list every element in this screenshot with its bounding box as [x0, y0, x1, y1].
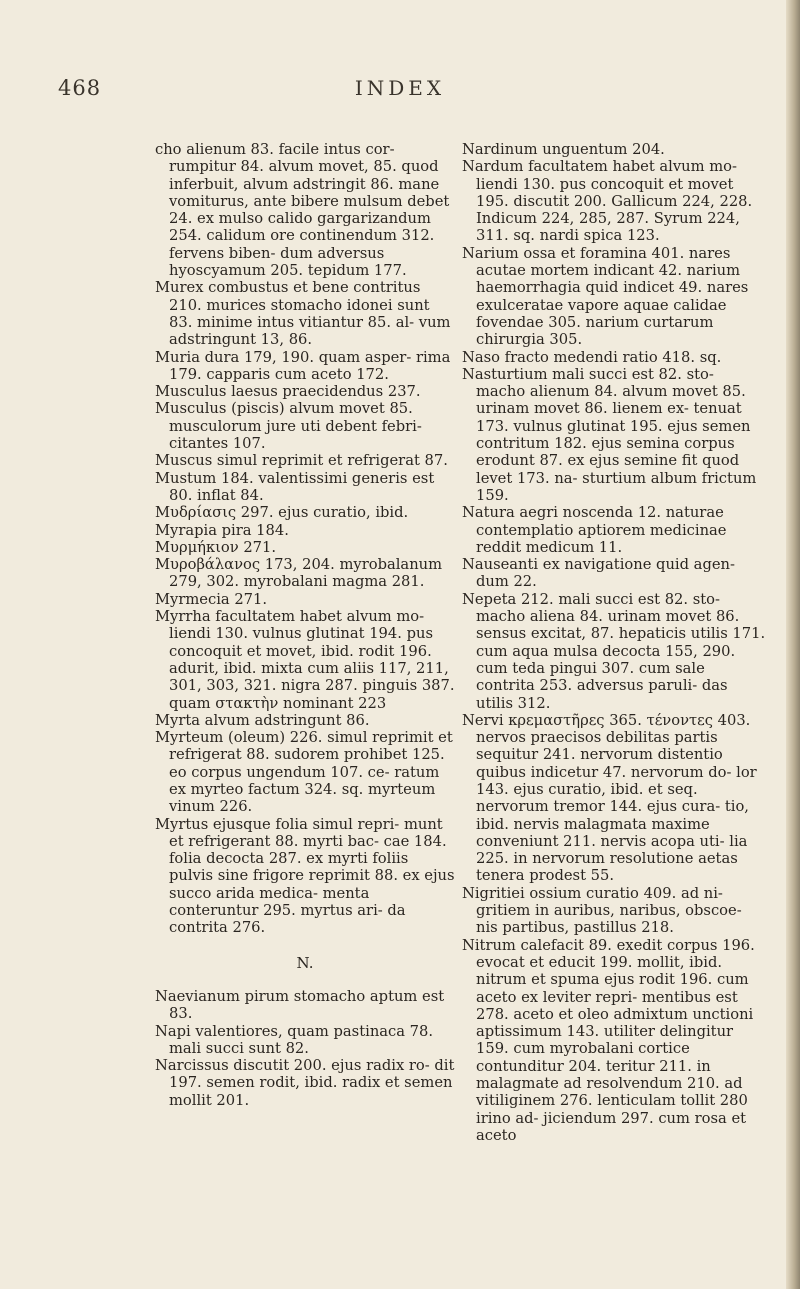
index-entry: Myrta alvum adstringunt 86.	[155, 711, 370, 729]
index-entry: Natura aegri noscenda 12. naturae contemplatio aptiorem medicinae reddit medicum 11.	[462, 504, 727, 556]
page-edge	[786, 0, 800, 1289]
index-entry: Μυδρίασις 297. ejus curatio, ibid.	[155, 504, 409, 522]
running-title: INDEX	[354, 76, 446, 100]
index-entry: Nasturtium mali succi est 82. sto- macho alienum 84. alvum movet 85. urinam movet 86. lienem ex- tenuat 173. vulnus glutinat 195. ejus semen contritum 182. ejus semina corpus erodunt 87. ex ejus semine fit quod levet 173. na- sturtium album frictum 159.	[462, 365, 757, 504]
page-number: 468	[58, 76, 102, 100]
index-entry: Nardinum unguentum 204.	[462, 141, 665, 158]
section-letter: N.	[296, 953, 314, 972]
index-entry: Nardum facultatem habet alvum mo- liendi 130. pus concoquit et movet 195. discutit 200. Gallicum 224, 228. Indicum 224, 285, 287. Syrum 224, 311. sq. nardi spica 123.	[462, 158, 753, 245]
index-entry: Mustum 184. valentissimi generis est 80. inflat 84.	[155, 469, 435, 504]
left-column	[155, 141, 455, 1109]
right-column	[462, 141, 767, 1144]
index-entry: Nauseanti ex navigatione quid agen- dum 22.	[462, 556, 735, 591]
index-entry: Murex combustus et bene contritus 210. murices stomacho idonei sunt 83. minime intus vitiantur 85. al- vum adstringunt 13, 86.	[155, 279, 451, 349]
index-entry: Myrtus ejusque folia simul repri- munt et refrigerant 88. myrti bac- cae 184. folia decocta 287. ex myrti foliis pulvis sine frigore reprimit 88. ex ejus succo arida medica- menta conteruntur 295. myrtus ari- da contrita 276.	[155, 815, 455, 937]
index-entry: Narium ossa et foramina 401. nares acutae mortem indicant 42. narium haemorrhagia quid indicet 49. nares exulceratae vapore aquae calidae fovendae 305. narium curtarum chirurgia 305.	[462, 244, 749, 349]
index-entry: Muria dura 179, 190. quam asper- rima 179. capparis cum aceto 172.	[155, 348, 451, 383]
index-entry: Myrteum (oleum) 226. simul reprimit et refrigerat 88. sudorem prohibet 125. eo corpus ungendum 107. ce- ratum ex myrteo factum 324. sq. myrteum vinum 226.	[155, 729, 453, 816]
index-entry: Μυρμήκιον 271.	[155, 538, 277, 556]
index-entry: Nitrum calefacit 89. exedit corpus 196. evocat et educit 199. mollit, ibid. nitrum et spuma ejus rodit 196. cum aceto ex leviter repri- mentibus est 278. aceto et oleo admixtum unctioni aptissimum 143. utiliter delingitur 159. cum myrobalani cortice contunditur 204. teritur 211. in malagmate ad resolvendum 210. ad vitiliginem 276. lenticulam tollit 280 irino ad- jiciendum 297. cum rosa et aceto	[462, 936, 755, 1144]
index-entry: cho alienum 83. facile intus cor- rumpitur 84. alvum movet, 85. quod inferbuit, alvum adstringit 86. mane vomiturus, ante bibere mulsum debet 24. ex mulso calido gargarizandum 254. calidum ore continendum 312. fervens biben- dum adversus hyoscyamum 205. tepidum 177.	[155, 141, 450, 280]
index-entry: Nepeta 212. mali succi est 82. sto- macho aliena 84. urinam movet 86. sensus excitat, 87. hepaticis utilis 171. cum aqua mulsa decocta 155, 290. cum teda pingui 307. cum sale contrita 253. adversus paruli- das utilis 312.	[462, 590, 766, 712]
index-entry: Μυροβάλανος 173, 204. myrobalanum 279, 302. myrobalani magma 281.	[155, 556, 443, 591]
index-entry: Naevianum pirum stomacho aptum est 83.	[155, 987, 445, 1023]
index-entry: Naso fracto medendi ratio 418. sq.	[462, 348, 722, 366]
page-header	[0, 76, 800, 106]
index-entry: Myrrha facultatem habet alvum mo- liendi 130. vulnus glutinat 194. pus concoquit et movet, ibid. rodit 196. adurit, ibid. mixta cum aliis 117, 211, 301, 303, 321. nigra 287. pinguis 387. quam στακτὴν nominant 223	[155, 608, 455, 712]
index-entry: Musculus laesus praecidendus 237.	[155, 383, 421, 401]
index-entry: Napi valentiores, quam pastinaca 78. mali succi sunt 82.	[155, 1022, 434, 1057]
index-entry: Narcissus discutit 200. ejus radix ro- dit 197. semen rodit, ibid. radix et semen mollit 201.	[155, 1057, 455, 1109]
index-entry: Myrapia pira 184.	[155, 521, 289, 539]
index-entry: Nervi κρεμαστῆρες 365. τένοντες 403. nervos praecisos debilitas partis sequitur 241. nervorum distentio quibus indicetur 47. nervorum do- lor 143. ejus curatio, ibid. et seq. nervorum tremor 144. ejus cura- tio, ibid. nervis malagmata maxime conveniunt 211. nervis acopa uti- lia 225. in nervorum resolutione aetas tenera prodest 55.	[462, 711, 757, 885]
index-entry: Musculus (piscis) alvum movet 85. musculorum jure uti debent febri- citantes 107.	[155, 400, 422, 453]
index-entry: Myrmecia 271.	[155, 590, 268, 608]
index-entry: Muscus simul reprimit et refrigerat 87.	[155, 452, 448, 470]
index-entry: Nigritiei ossium curatio 409. ad ni- gritiem in auribus, naribus, obscoe- nis partibus, pastillus 218.	[462, 884, 742, 937]
